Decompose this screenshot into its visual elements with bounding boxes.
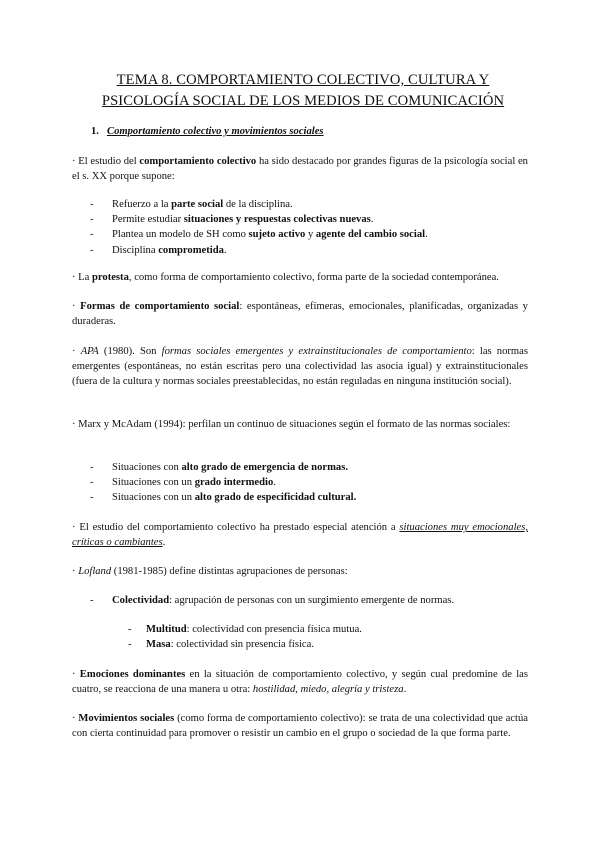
bold-term: Masa [146,639,171,651]
text-run: (1980). Son [98,346,162,357]
italic-term: formas sociales emergentes y extrainstitucionales de comportamiento [161,346,472,357]
italic-underlined-term: situaciones muy emocionales, críticas o cambiantes [72,522,528,549]
paragraph-apa [72,344,528,390]
text-run: Situaciones con un [112,477,195,489]
list-colectividad [90,593,530,608]
paragraph-protesta [72,270,528,285]
bold-term: agente del cambio social [315,229,426,241]
list-item [128,637,528,652]
list-item [90,227,530,242]
bold-term: comportamiento colectivo [139,156,257,167]
bold-term: parte social [171,199,224,210]
italic-term: Lofland [78,566,112,577]
bold-term: protesta [92,272,129,283]
list-supone [90,197,530,258]
text-run: Permite estudiar [112,214,184,226]
title-line-2: PSICOLOGÍA SOCIAL DE LOS MEDIOS DE COMUNICACIÓN [101,92,505,109]
text-run: Plantea un modelo de SH como [112,229,249,241]
text-run: . [370,214,374,226]
bold-term: Multitud [146,624,187,635]
bold-term: alto grado de emergencia de normas. [181,462,348,473]
list-item [90,243,530,258]
text-run: Situaciones con [112,462,182,473]
dash-bullet: - [128,639,132,651]
dash-bullet: - [90,244,94,256]
bold-term: sujeto activo [248,229,306,241]
list-item [90,490,530,505]
text-run: : espontáneas, efímeras, emocionales, planificadas, organizadas y duraderas. [72,301,528,328]
bold-term: comprometida [158,244,224,256]
text-run: de la disciplina. [223,199,293,210]
bold-term: Emociones dominantes [79,669,186,680]
bold-term: situaciones y respuestas colectivas nuevas [183,214,371,226]
text-run: . [162,537,166,549]
text-run: : colectividad sin presencia física. [170,639,314,651]
text-run: Disciplina [112,244,159,256]
bold-term: alto grado de especificidad cultural. [194,492,357,504]
text-run: Refuerzo a la [112,199,172,210]
section-title: Comportamiento colectivo y movimientos sociales [107,126,324,137]
text-run: · El estudio del [72,156,140,167]
title-line-1: TEMA 8. COMPORTAMIENTO COLECTIVO, CULTURA Y [116,72,490,88]
bold-term: Movimientos sociales [78,713,175,724]
text-run: . [425,229,428,241]
italic-term: APA [80,346,99,357]
list-item [90,212,530,227]
document-title [60,70,546,111]
text-run: . [403,684,407,696]
paragraph-marx-mcadam [72,417,528,432]
text-run: · [72,301,81,312]
list-situaciones [90,460,530,506]
paragraph-movimientos-sociales [72,711,528,741]
dash-bullet: - [90,477,94,489]
dash-bullet: - [90,199,94,210]
italic-term: hostilidad, miedo, alegría y tristeza [252,684,404,696]
text-run: : las normas emergentes (espontáneas, no están escritas pero una colectividad las asocia igual) y extrainstitucionales (fuera de la cultura y normas sociales preestablecidas, no están reguladas en ninguna institución social). [72,346,528,388]
text-run: · [72,566,79,577]
text-run: . [273,477,276,489]
paragraph-situaciones-emocionales [72,520,528,550]
list-multitud-masa [128,622,528,652]
dash-bullet: - [128,624,132,635]
bold-term: Formas de comportamiento social [80,301,240,312]
text-run: . [223,244,227,256]
text-run: · [72,346,81,357]
paragraph-emociones [72,667,528,697]
list-item [90,475,530,490]
text-run: en la situación de comportamiento colectivo, y según cual predomine de las cuatro, se reacciona de una manera u otra: [72,669,528,696]
text-run: : agrupación de personas con un surgimiento emergente de normas. [169,595,455,606]
bold-term: grado intermedio [194,477,274,489]
text-run: : colectividad con presencia física mutua. [186,624,362,635]
text-run: ha sido destacado por grandes figuras de la psicología social en el s. XX porque supone: [72,156,528,183]
paragraph-comportamiento-colectivo [72,154,528,184]
list-item [90,593,530,608]
text-run: · Marx y McAdam (1994): perfilan un continuo de situaciones según el formato de las normas sociales: [72,419,511,430]
text-run: y [305,229,316,241]
text-run: (como forma de comportamiento colectivo): se trata de una colectividad que actúa con cierta continuidad para promover o resistir un cambio en el grupo o sociedad de la que forma parte. [72,713,528,740]
text-run: Situaciones con un [112,492,195,504]
section-heading [91,124,324,139]
text-run: · [72,669,80,680]
bold-term: Colectividad [112,595,170,606]
text-run: , como forma de comportamiento colectivo, forma parte de la sociedad contemporánea. [128,272,499,283]
list-item [90,460,530,475]
dash-bullet: - [90,214,94,226]
text-run: · El estudio del comportamiento colectivo ha prestado especial atención a [72,522,400,533]
paragraph-formas [72,299,528,329]
dash-bullet: - [90,462,94,473]
text-run: · La [72,272,92,283]
list-item [128,622,528,637]
section-number: 1. [91,126,99,137]
list-item [90,197,530,212]
dash-bullet: - [90,595,94,606]
dash-bullet: - [90,492,94,504]
dash-bullet: - [90,229,94,241]
text-run: (1981-1985) define distintas agrupaciones de personas: [111,566,348,577]
paragraph-lofland [72,564,528,579]
text-run: · [72,713,79,724]
